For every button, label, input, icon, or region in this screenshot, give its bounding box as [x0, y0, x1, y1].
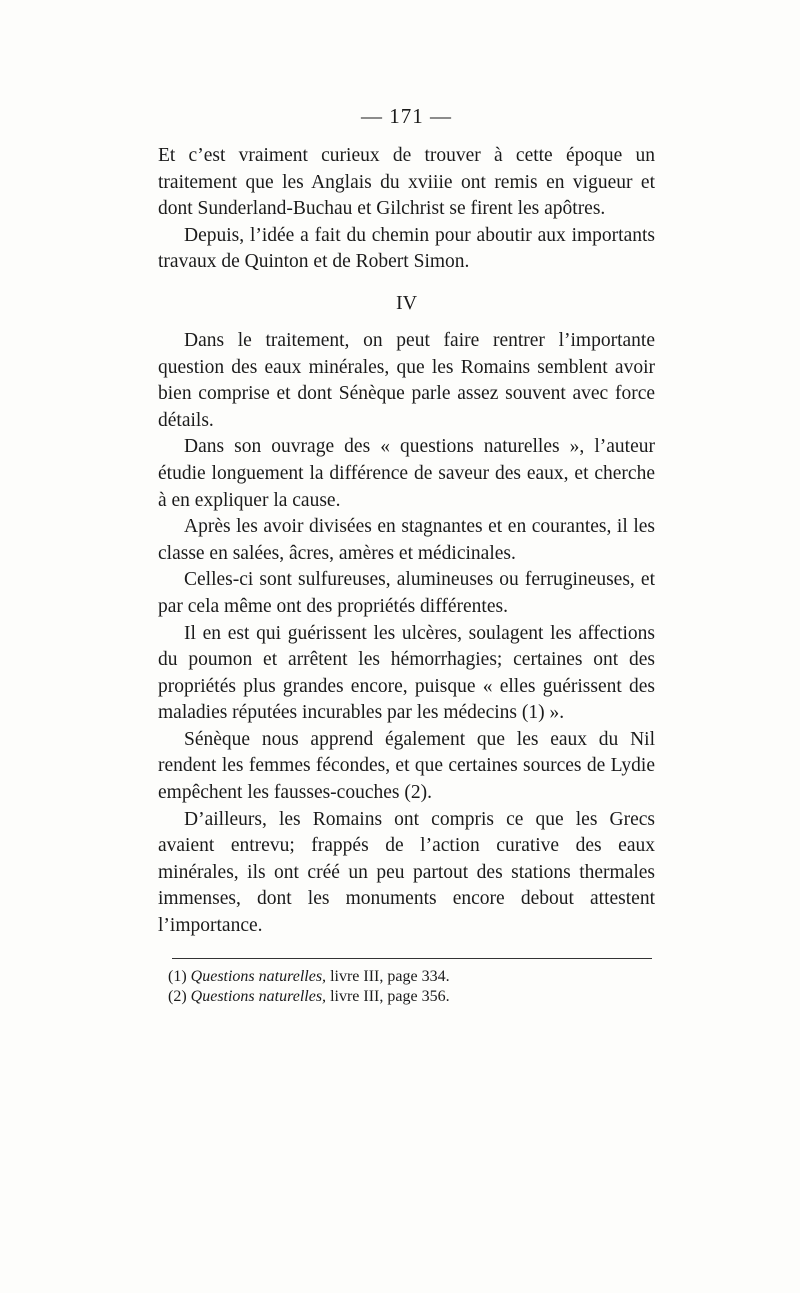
footnotes — [158, 967, 655, 1007]
footnote-title: Questions naturelles, — [190, 967, 327, 985]
footnote-title: Questions naturelles, — [190, 987, 327, 1005]
footnote-reference: livre III, page 356. — [330, 987, 450, 1005]
paragraph: Dans son ouvrage des « questions naturelles », l’auteur étudie longuement la différence de saveur des eaux, et cherche à en expliquer la cause. — [158, 436, 655, 511]
paragraph: Sénèque nous apprend également que les eaux du Nil rendent les femmes fécondes, et que certaines sources de Lydie empêchent les fausses-couches (2). — [158, 728, 655, 804]
page-number: — 171 — — [361, 104, 452, 128]
paragraph: Il en est qui guérissent les ulcères, soulagent les affections du poumon et arrêtent les hémorrhagies; certaines ont des propriétés plus grandes encore, puisque « elles guérissent des maladies réputées incurables par les médecins (1) ». — [158, 622, 655, 724]
footnote — [158, 967, 655, 987]
footnote-reference: livre III, page 334. — [330, 967, 450, 985]
section-heading: IV — [395, 291, 418, 314]
paragraph: Celles-ci sont sulfureuses, alumineuses ou ferrugineuses, et par cela même ont des propriétés différentes. — [158, 569, 655, 617]
footnote-divider — [172, 958, 652, 959]
paragraph: Et c’est vraiment curieux de trouver à cette époque un traitement que les Anglais du xviiie ont remis en vigueur et dont Sunderland-Buchau et Gilchrist se firent les apôtres. — [158, 145, 655, 220]
footnote-marker: (2) — [168, 987, 187, 1005]
footnote — [158, 987, 655, 1007]
paragraph: D’ailleurs, les Romains ont compris ce que les Grecs avaient entrevu; frappés de l’action curative des eaux minérales, ils ont créé un peu partout des stations thermales immenses, dont les monuments encore debout attestent l’importance. — [158, 808, 655, 937]
book-page — [158, 104, 655, 1007]
paragraph: Dans le traitement, on peut faire rentrer l’importante question des eaux minérales, que les Romains semblent avoir bien comprise et dont Sénèque parle assez souvent avec force détails. — [158, 329, 655, 431]
body-text — [158, 143, 655, 940]
paragraph: Depuis, l’idée a fait du chemin pour aboutir aux importants travaux de Quinton et de Robert Simon. — [158, 224, 655, 273]
footnote-marker: (1) — [168, 967, 187, 985]
paragraph: Après les avoir divisées en stagnantes et en courantes, il les classe en salées, âcres, amères et médicinales. — [158, 516, 655, 564]
